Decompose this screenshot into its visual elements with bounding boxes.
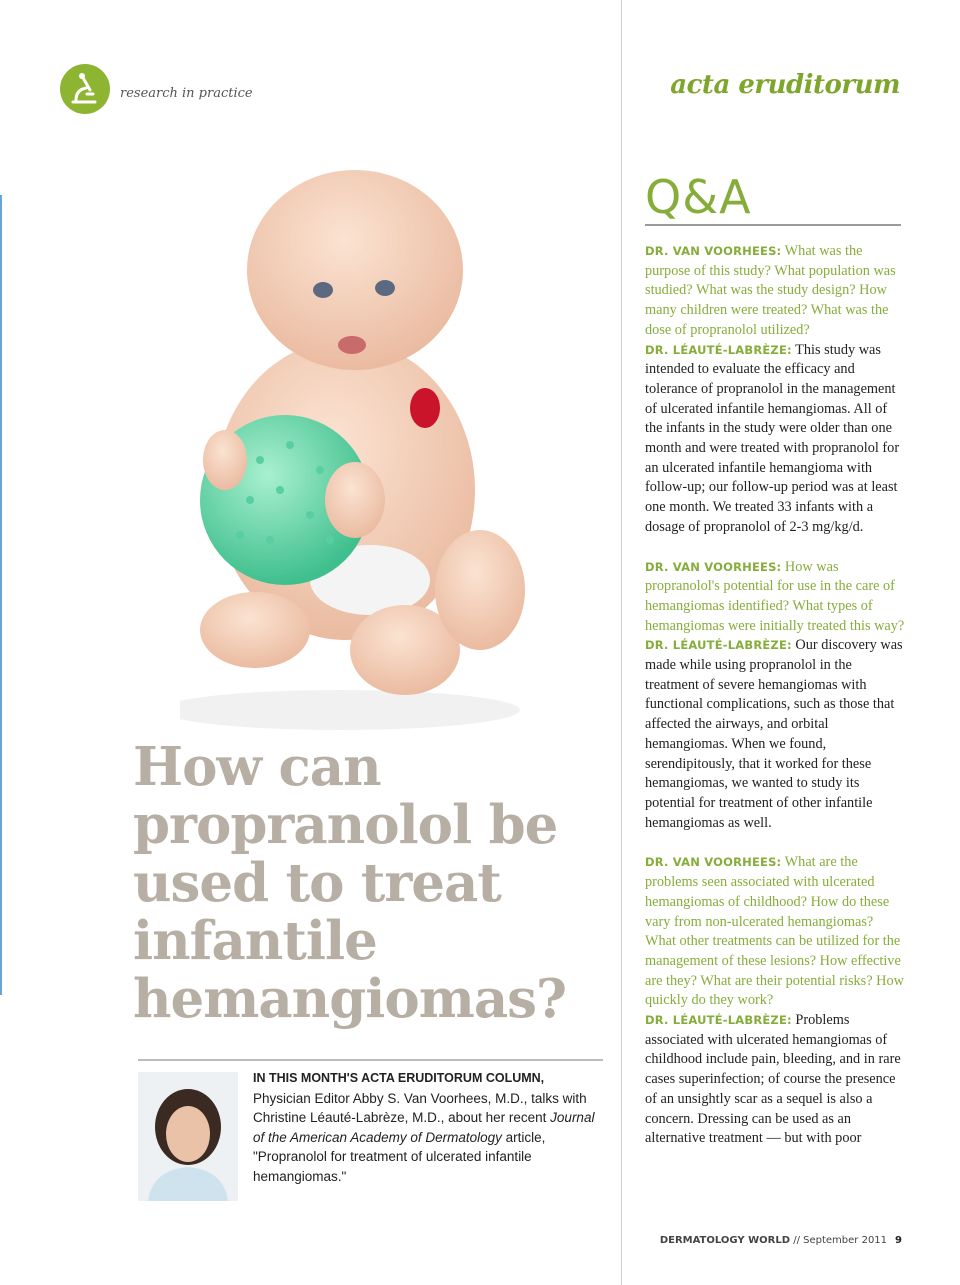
page-number: 9 [895,1235,902,1246]
question-text: How was propranolol's potential for use in the care of hemangiomas identified? What types of hemangiomas were initially treated this way? [645,558,905,634]
intro-text-1: Physician Editor Abby S. Van Voorhees, M.D., talks with Christine Léauté-Labrèze, M.D., about her recent [253,1090,587,1126]
answer-text: Our discovery was made while using propranolol in the treatment of severe hemangiomas with functional complications, such as those that affected the airways, and orbital hemangiomas. When we found, serendipitously, that it worked for these hemangiomas, we wanted to study its potential for treatment of other infantile hemangiomas as well. [645,637,903,831]
qa-divider [645,224,901,226]
answer-speaker: DR. LÉAUTÉ-LABRÈZE: [645,342,792,357]
column-title: acta eruditorum [670,70,900,100]
column-divider [621,0,622,1285]
question-text: What are the problems seen associated with ulcerated hemangiomas of childhood? How do these vary from non-ulcerated hemangiomas? What other treatments can be utilized for the management of these lesions? How effective are they? What are their potential risks? How quickly do they work? [645,854,904,1009]
question-2 [645,558,907,637]
section-label: research in practice [120,86,253,101]
microscope-icon [60,64,110,114]
question-text: What was the purpose of this study? What population was studied? What was the study design? How many children were treated? What was the dose of propranolol utilized? [645,243,896,338]
question-speaker: DR. VAN VOORHEES: [645,855,782,870]
question-3 [645,853,907,1011]
question-speaker: DR. VAN VOORHEES: [645,559,782,574]
footer-separator: // [790,1235,804,1246]
issue-date: September 2011 [803,1235,888,1246]
answer-1 [645,341,907,538]
page-footer [660,1235,902,1246]
divider [138,1059,603,1061]
intro-paragraph [253,1068,605,1187]
question-1 [645,242,907,341]
qa-column [645,242,907,1149]
author-portrait [138,1072,238,1201]
page-title: How can propranolol be used to treat infantile hemangiomas? [133,736,567,1030]
answer-text: Problems associated with ulcerated hemangiomas of childhood include pain, bleeding, and in rare cases superinfection; of course the presence of an unsightly scar as a sequel is also a concern. Dressing can be used as an alternative treatment — but with poor [645,1012,901,1147]
answer-speaker: DR. LÉAUTÉ-LABRÈZE: [645,1013,792,1028]
baby-with-ball-photo [180,170,540,735]
answer-speaker: DR. LÉAUTÉ-LABRÈZE: [645,638,792,653]
answer-3 [645,1011,907,1149]
intro-text-2: article, "Propranolol for treatment of ulcerated infantile hemangiomas." [253,1129,546,1184]
question-speaker: DR. VAN VOORHEES: [645,244,782,258]
page-edge-line [0,195,2,995]
intro-lead: IN THIS MONTH'S ACTA ERUDITORUM COLUMN, [253,1071,545,1085]
publication-name: DERMATOLOGY WORLD [659,1235,791,1246]
answer-text: This study was intended to evaluate the efficacy and tolerance of propranolol in the management of ulcerated infantile hemangiomas. All of the infants in the study were older than one month and were treated with propranolol for an ulcerated infantile hemangioma with follow-up; our follow-up period was at least one month. We treated 33 infants with a dosage of propranolol of 2-3 mg/kg/d. [645,341,900,535]
qa-heading: Q&A [645,170,752,224]
journal-title: Journal of the American Academy of Dermatology [253,1110,595,1145]
answer-2 [645,636,907,833]
